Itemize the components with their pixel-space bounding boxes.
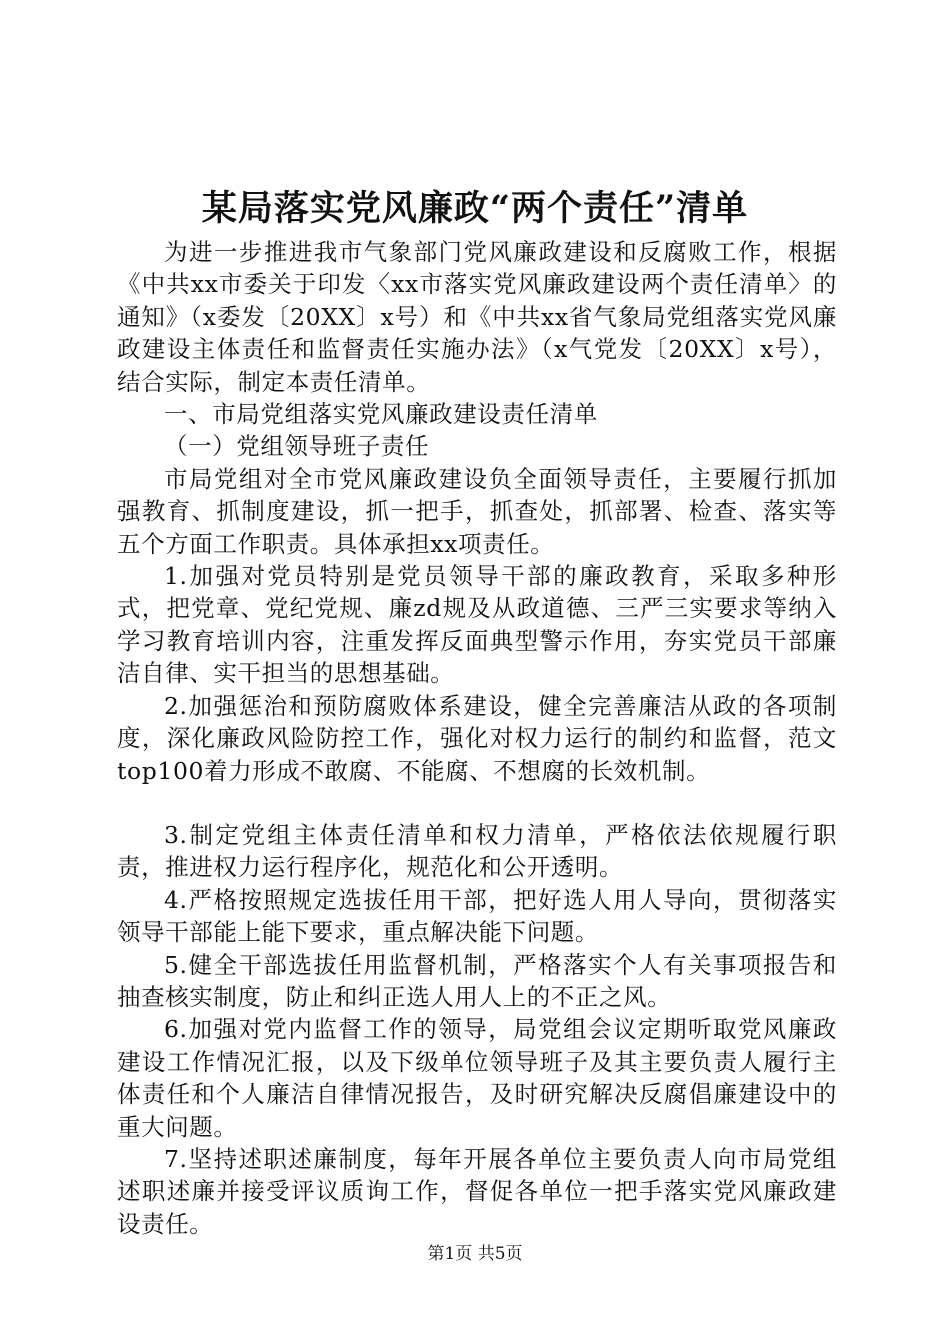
- page-number-footer: 第1页 共5页: [427, 1244, 523, 1264]
- list-item-4: 4.严格按照规定选拔任用干部，把好选人用人导向，贯彻落实领导干部能上能下要求，重点解决能下问题。: [117, 885, 837, 947]
- list-item-6: 6.加强对党内监督工作的领导，局党组会议定期听取党风廉政建设工作情况汇报，以及下级单位领导班子及其主要负责人履行主体责任和个人廉洁自律情况报告，及时研究解决反腐倡廉建设中的重大问题。: [117, 1015, 837, 1141]
- list-item-3: 3.制定党组主体责任清单和权力清单，严格依法依规履行职责，推进权力运行程序化，规范化和公开透明。: [117, 820, 837, 882]
- document-body: [117, 236, 837, 1240]
- list-item-5: 5.健全干部选拔任用监督机制，严格落实个人有关事项报告和抽查核实制度，防止和纠正选人用人上的不正之风。: [117, 950, 837, 1011]
- intro-paragraph: 为进一步推进我市气象部门党风廉政建设和反腐败工作，根据《中共xx市委关于印发〈xx市落实党风廉政建设两个责任清单〉的通知》（x委发〔20XX〕x号）和《中共xx省气象局党组落实党风廉政建设主体责任和监督责任实施办法》（x气党发〔20XX〕x号），结合实际，制定本责任清单。: [117, 238, 837, 396]
- list-item-1: 1.加强对党员特别是党员领导干部的廉政教育，采取多种形式，把党章、党纪党规、廉zd规及从政道德、三严三实要求等纳入学习教育培训内容，注重发挥反面典型警示作用，夯实党员干部廉洁自律、实干担当的思想基础。: [117, 562, 837, 688]
- list-item-2: 2.加强惩治和预防腐败体系建设，健全完善廉洁从政的各项制度，深化廉政风险防控工作，强化对权力运行的制约和监督，范文top100着力形成不敢腐、不能腐、不想腐的长效机制。: [117, 691, 837, 785]
- document-title: 某局落实党风廉政“两个责任”清单: [201, 188, 749, 229]
- body-paragraph: 市局党组对全市党风廉政建设负全面领导责任，主要履行抓加强教育、抓制度建设，抓一把手，抓查处，抓部署、检查、落实等五个方面工作职责。具体承担xx项责任。: [117, 464, 837, 558]
- list-item-7: 7.坚持述职述廉制度，每年开展各单位主要负责人向市局党组述职述廉并接受评议质询工作，督促各单位一把手落实党风廉政建设责任。: [117, 1144, 837, 1238]
- section-heading: 一、市局党组落实党风廉政建设责任清单: [164, 400, 598, 429]
- subsection-heading: （一）党组领导班子责任: [164, 432, 430, 461]
